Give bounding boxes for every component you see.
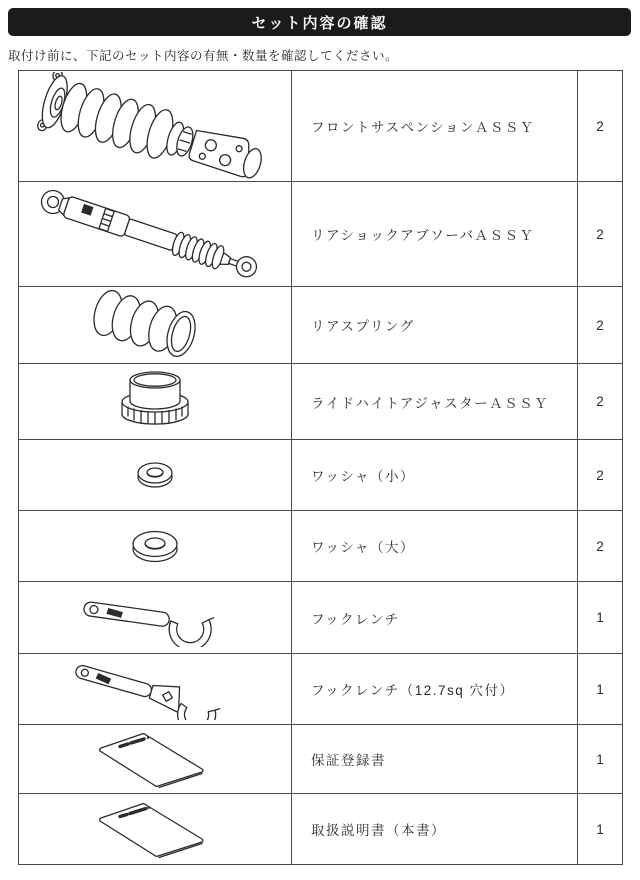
part-illustration-cell bbox=[19, 440, 292, 510]
table-row bbox=[19, 724, 622, 793]
part-name: 保証登録書 bbox=[311, 753, 386, 768]
part-qty: 1 bbox=[596, 821, 604, 837]
part-qty: 1 bbox=[596, 681, 604, 697]
parts-table bbox=[18, 70, 623, 865]
rear-spring-illustration bbox=[80, 287, 230, 363]
table-row bbox=[19, 286, 622, 363]
part-name: ライドハイトアジャスターＡＳＳＹ bbox=[311, 395, 550, 411]
table-row bbox=[19, 653, 622, 724]
part-qty: 1 bbox=[596, 751, 604, 767]
intro-text: 取付け前に、下記のセット内容の有無・数量を確認してください。 bbox=[8, 49, 399, 63]
table-row bbox=[19, 181, 622, 286]
table-row bbox=[19, 363, 622, 439]
table-row bbox=[19, 439, 622, 510]
rear-shock-absorber-assy-illustration bbox=[33, 184, 278, 284]
part-illustration-cell bbox=[19, 182, 292, 286]
section-title: セット内容の確認 bbox=[251, 14, 388, 32]
part-name: リアショックアブソーバＡＳＳＹ bbox=[311, 228, 535, 243]
part-qty: 2 bbox=[596, 467, 604, 483]
ride-height-adjuster-assy-illustration bbox=[100, 368, 210, 436]
part-name: 取扱説明書（本書） bbox=[311, 823, 446, 838]
hook-wrench-12.7sq-hole-illustration bbox=[68, 658, 243, 720]
washer-small-illustration bbox=[123, 455, 187, 495]
washer-large-illustration bbox=[117, 523, 193, 569]
table-row bbox=[19, 793, 622, 864]
table-row bbox=[19, 581, 622, 653]
part-qty: 2 bbox=[596, 538, 604, 554]
part-illustration-cell bbox=[19, 287, 292, 363]
part-qty: 2 bbox=[596, 118, 604, 134]
part-qty: 1 bbox=[596, 610, 604, 625]
part-name: ワッシャ（大） bbox=[311, 540, 416, 555]
part-name: フロントサスペンションＡＳＳＹ bbox=[311, 120, 535, 135]
warranty-registration-sheet-illustration bbox=[90, 729, 220, 789]
part-qty: 2 bbox=[596, 317, 604, 333]
part-name: フックレンチ bbox=[311, 611, 400, 627]
part-name: ワッシャ（小） bbox=[311, 469, 416, 484]
part-illustration-cell bbox=[19, 582, 292, 653]
part-illustration-cell bbox=[19, 725, 292, 793]
part-illustration-cell bbox=[19, 364, 292, 439]
section-title-bar bbox=[8, 8, 631, 36]
part-qty: 2 bbox=[596, 226, 604, 242]
part-illustration-cell bbox=[19, 511, 292, 581]
hook-wrench-illustration bbox=[70, 589, 240, 647]
table-row bbox=[19, 71, 622, 181]
part-illustration-cell bbox=[19, 794, 292, 864]
part-qty: 2 bbox=[596, 394, 604, 409]
part-name: リアスプリング bbox=[311, 319, 415, 334]
part-name: フックレンチ（12.7sq 穴付） bbox=[311, 683, 515, 698]
part-illustration-cell bbox=[19, 71, 292, 181]
instruction-manual-sheet-illustration bbox=[90, 799, 220, 859]
table-row bbox=[19, 510, 622, 581]
part-illustration-cell bbox=[19, 654, 292, 724]
front-suspension-assy-illustration bbox=[33, 72, 278, 180]
